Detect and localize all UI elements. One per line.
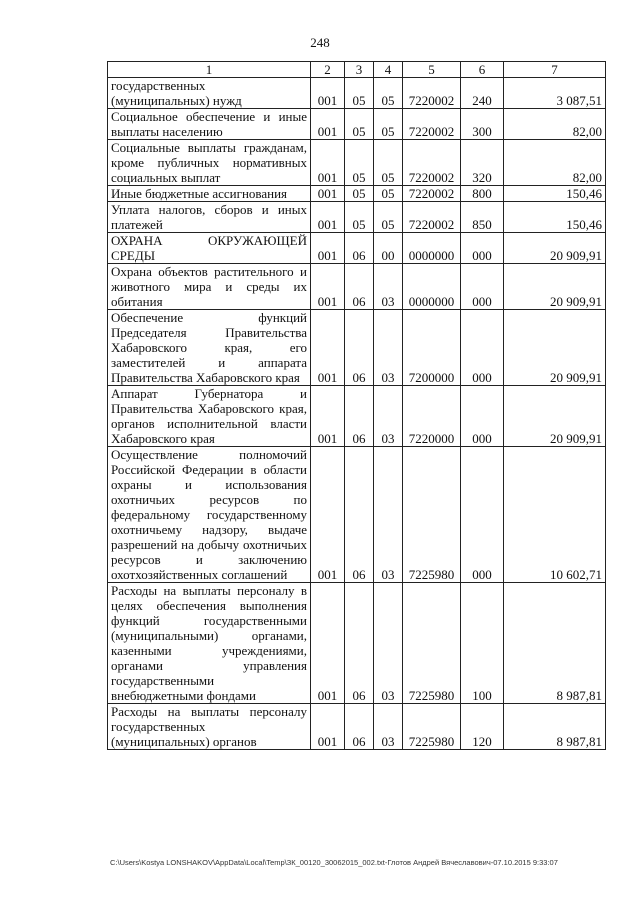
- row-section-cell: 06: [345, 704, 374, 750]
- table-header-row: [108, 62, 606, 78]
- header-col-4: 4: [374, 62, 403, 78]
- table-row: [108, 447, 606, 583]
- row-expense-type-cell: 000: [461, 310, 504, 386]
- row-expense-type-cell: 850: [461, 202, 504, 233]
- row-section-cell: 05: [345, 186, 374, 202]
- header-col-7: 7: [504, 62, 606, 78]
- row-amount-cell: 8 987,81: [504, 583, 606, 704]
- row-target-code-cell: 7225980: [403, 447, 461, 583]
- table-row: [108, 202, 606, 233]
- table-row: [108, 109, 606, 140]
- row-section-cell: 05: [345, 140, 374, 186]
- row-name-cell: Расходы на выплаты персоналу в целях обеспечения выполнения функций государственными (муниципальными) органами, казенными учреждениями, органами управления государственными внебюджетными фондами: [108, 583, 311, 704]
- row-expense-type-cell: 300: [461, 109, 504, 140]
- row-target-code-cell: 7200000: [403, 310, 461, 386]
- row-amount-cell: 150,46: [504, 186, 606, 202]
- row-code-cell: 001: [311, 704, 345, 750]
- row-name-cell: Осуществление полномочий Российской Федерации в области охраны и использования охотничьих ресурсов по федеральному государственному охотничьему надзору, выдаче разрешений на добычу охотничьих ресурсов и заключению охотхозяйственных соглашений: [108, 447, 311, 583]
- row-expense-type-cell: 000: [461, 233, 504, 264]
- row-expense-type-cell: 240: [461, 78, 504, 109]
- row-target-code-cell: 7220000: [403, 386, 461, 447]
- table-row: [108, 310, 606, 386]
- row-amount-cell: 82,00: [504, 109, 606, 140]
- row-subsection-cell: 03: [374, 264, 403, 310]
- row-target-code-cell: 0000000: [403, 233, 461, 264]
- row-name-cell: Иные бюджетные ассигнования: [108, 186, 311, 202]
- row-amount-cell: 20 909,91: [504, 233, 606, 264]
- row-target-code-cell: 7220002: [403, 186, 461, 202]
- row-amount-cell: 8 987,81: [504, 704, 606, 750]
- row-code-cell: 001: [311, 202, 345, 233]
- row-name-cell: Уплата налогов, сборов и иных платежей: [108, 202, 311, 233]
- row-code-cell: 001: [311, 447, 345, 583]
- row-subsection-cell: 03: [374, 704, 403, 750]
- row-target-code-cell: 7220002: [403, 78, 461, 109]
- table-row: [108, 233, 606, 264]
- row-name-cell: ОХРАНА ОКРУЖАЮЩЕЙ СРЕДЫ: [108, 233, 311, 264]
- table-row: [108, 186, 606, 202]
- row-code-cell: 001: [311, 140, 345, 186]
- budget-table: [107, 61, 606, 750]
- row-section-cell: 05: [345, 202, 374, 233]
- row-expense-type-cell: 100: [461, 583, 504, 704]
- row-subsection-cell: 00: [374, 233, 403, 264]
- row-amount-cell: 10 602,71: [504, 447, 606, 583]
- row-name-cell: государственных (муниципальных) нужд: [108, 78, 311, 109]
- row-name-cell: Охрана объектов растительного и животного мира и среды их обитания: [108, 264, 311, 310]
- row-amount-cell: 82,00: [504, 140, 606, 186]
- row-expense-type-cell: 320: [461, 140, 504, 186]
- row-amount-cell: 20 909,91: [504, 386, 606, 447]
- row-amount-cell: 3 087,51: [504, 78, 606, 109]
- row-subsection-cell: 05: [374, 140, 403, 186]
- table-row: [108, 704, 606, 750]
- row-expense-type-cell: 000: [461, 447, 504, 583]
- row-amount-cell: 20 909,91: [504, 264, 606, 310]
- row-subsection-cell: 03: [374, 583, 403, 704]
- row-subsection-cell: 03: [374, 310, 403, 386]
- row-section-cell: 06: [345, 447, 374, 583]
- row-section-cell: 06: [345, 264, 374, 310]
- table-row: [108, 78, 606, 109]
- file-path-footer: C:\Users\Kostya LONSHAKOV\AppData\Local\Temp\ЗК_00120_30062015_002.txt-Глотов Андрей Вячеславович-07.10.2015 9:33:07: [110, 858, 558, 867]
- row-name-cell: Аппарат Губернатора и Правительства Хабаровского края, органов исполнительной власти Хабаровского края: [108, 386, 311, 447]
- row-code-cell: 001: [311, 310, 345, 386]
- row-section-cell: 06: [345, 310, 374, 386]
- table-row: [108, 583, 606, 704]
- row-section-cell: 06: [345, 233, 374, 264]
- header-col-5: 5: [403, 62, 461, 78]
- row-subsection-cell: 05: [374, 78, 403, 109]
- row-code-cell: 001: [311, 386, 345, 447]
- row-code-cell: 001: [311, 583, 345, 704]
- row-section-cell: 05: [345, 78, 374, 109]
- table-row: [108, 264, 606, 310]
- table-row: [108, 386, 606, 447]
- row-amount-cell: 150,46: [504, 202, 606, 233]
- row-code-cell: 001: [311, 186, 345, 202]
- row-expense-type-cell: 120: [461, 704, 504, 750]
- row-target-code-cell: 7225980: [403, 704, 461, 750]
- row-subsection-cell: 03: [374, 447, 403, 583]
- row-target-code-cell: 7220002: [403, 140, 461, 186]
- header-col-6: 6: [461, 62, 504, 78]
- header-col-1: 1: [108, 62, 311, 78]
- row-expense-type-cell: 000: [461, 386, 504, 447]
- row-target-code-cell: 7220002: [403, 202, 461, 233]
- row-code-cell: 001: [311, 109, 345, 140]
- row-expense-type-cell: 000: [461, 264, 504, 310]
- row-code-cell: 001: [311, 264, 345, 310]
- row-name-cell: Социальные выплаты гражданам, кроме публичных нормативных социальных выплат: [108, 140, 311, 186]
- row-target-code-cell: 0000000: [403, 264, 461, 310]
- row-target-code-cell: 7225980: [403, 583, 461, 704]
- row-target-code-cell: 7220002: [403, 109, 461, 140]
- row-subsection-cell: 05: [374, 109, 403, 140]
- row-section-cell: 06: [345, 386, 374, 447]
- row-section-cell: 05: [345, 109, 374, 140]
- row-expense-type-cell: 800: [461, 186, 504, 202]
- row-name-cell: Обеспечение функций Председателя Правительства Хабаровского края, его заместителей и аппарата Правительства Хабаровского края: [108, 310, 311, 386]
- page-number: 248: [310, 35, 330, 50]
- header-col-2: 2: [311, 62, 345, 78]
- table-row: [108, 140, 606, 186]
- row-subsection-cell: 05: [374, 186, 403, 202]
- row-amount-cell: 20 909,91: [504, 310, 606, 386]
- row-code-cell: 001: [311, 78, 345, 109]
- row-section-cell: 06: [345, 583, 374, 704]
- row-subsection-cell: 05: [374, 202, 403, 233]
- row-name-cell: Социальное обеспечение и иные выплаты населению: [108, 109, 311, 140]
- row-subsection-cell: 03: [374, 386, 403, 447]
- header-col-3: 3: [345, 62, 374, 78]
- row-code-cell: 001: [311, 233, 345, 264]
- row-name-cell: Расходы на выплаты персоналу государственных (муниципальных) органов: [108, 704, 311, 750]
